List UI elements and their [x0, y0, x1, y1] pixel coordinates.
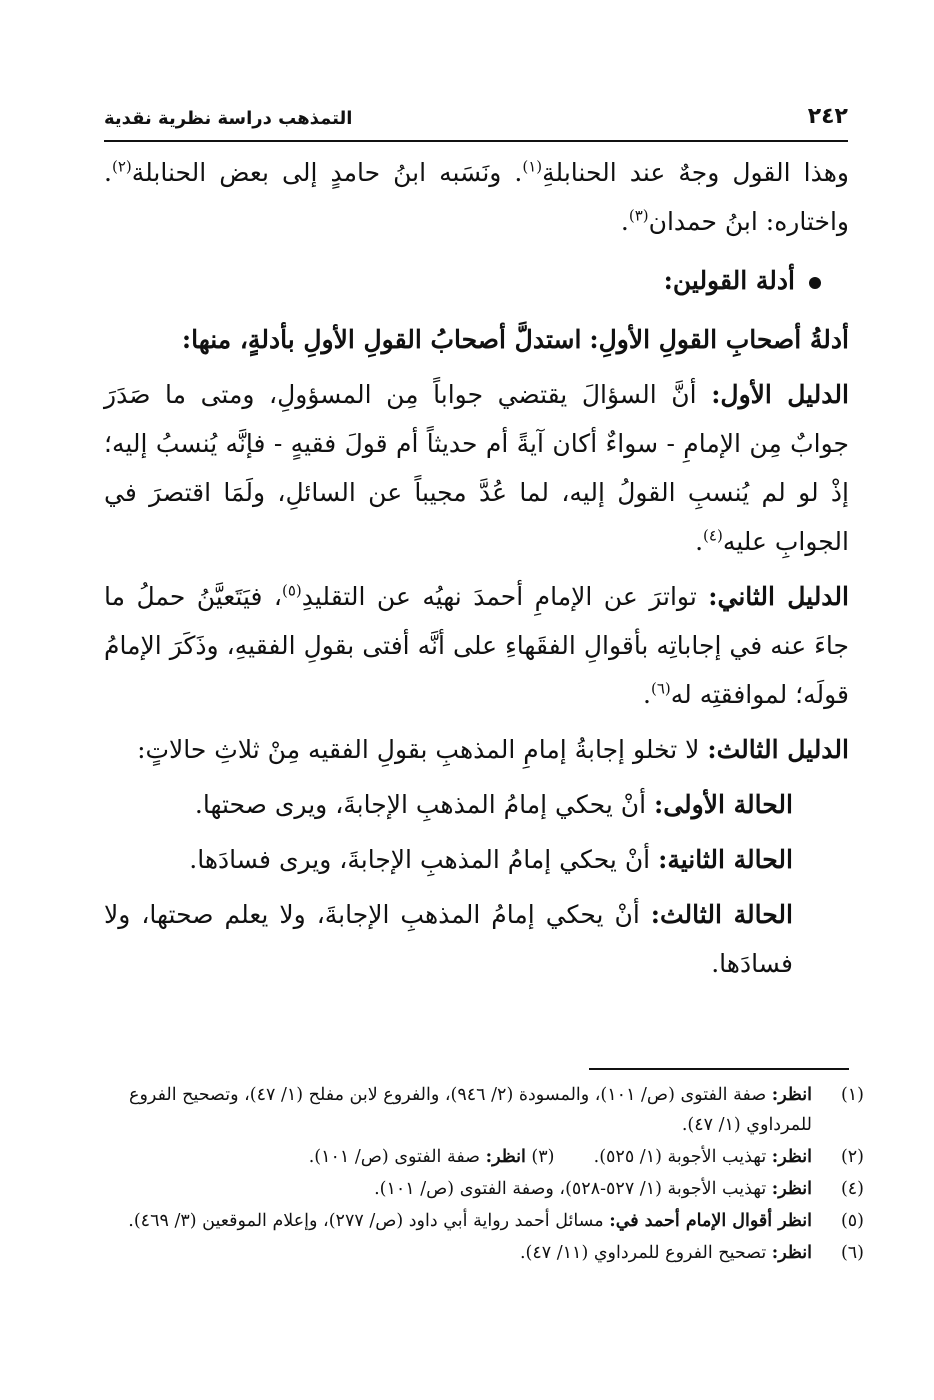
- footnotes: [104, 1080, 864, 1270]
- footnote-label: انظر:: [485, 1147, 526, 1167]
- footnote-number: (٤): [840, 1179, 864, 1199]
- footnote-text: صفة الفتوى (ص/ ١٠١)، والمسودة (٢/ ٩٤٦)، والفروع لابن مفلح (١/ ٤٧)، وتصحيح الفروع للمرداوي (١/ ٤٧).: [129, 1085, 812, 1135]
- text-segment: .: [695, 527, 704, 556]
- footnote-text: صفة الفتوى (ص/ ١٠١).: [308, 1147, 481, 1167]
- footnote-1: [104, 1080, 864, 1140]
- running-title: التمذهب دراسة نظرية نقدية: [104, 108, 353, 129]
- footnote-text: تهذيب الأجوبة (١/ ٥٢٥).: [593, 1147, 767, 1167]
- section-heading-text: أدلة القولين:: [663, 266, 795, 295]
- paragraph-case-3: [104, 890, 793, 988]
- case-3-text: أنْ يحكي إمامُ المذهبِ الإجابةَ، ولا يعلم صحتها، ولا فسادَها.: [104, 900, 793, 978]
- footnote-ref: (٦): [650, 679, 671, 698]
- text-segment: .: [620, 207, 629, 236]
- case-2-text: أنْ يحكي إمامُ المذهبِ الإجابةَ، ويرى فسادَها.: [189, 845, 651, 874]
- page-header: [104, 104, 848, 142]
- evidence-2-text: تواترَ عن الإمامِ أحمدَ نهيُه عن التقليدِ: [301, 582, 697, 611]
- text-segment: . ونَسَبه ابنُ حامدٍ إلى بعض الحنابلة: [131, 158, 523, 187]
- evidence-3-label: الدليل الثالث:: [707, 735, 849, 764]
- case-2-label: الحالة الثانية:: [658, 845, 793, 874]
- evidence-intro-text: استدلَّ أصحابُ القولِ الأولِ بأدلةٍ، منها:: [181, 325, 582, 354]
- evidence-intro-label: أدلةُ أصحابِ القولِ الأولِ:: [589, 325, 849, 354]
- footnote-number: (٦): [840, 1243, 864, 1263]
- footnote-number: (٢): [840, 1147, 864, 1167]
- bullet-icon: [809, 277, 821, 289]
- paragraph-evidence-3: [104, 725, 849, 774]
- footnote-label: انظر:: [771, 1147, 812, 1167]
- footnote-number: (٣): [531, 1147, 555, 1167]
- footnote-5: [104, 1206, 864, 1236]
- case-1-text: أنْ يحكي إمامُ المذهبِ الإجابةَ، ويرى صحتها.: [194, 790, 647, 819]
- text-segment: .: [643, 680, 651, 709]
- footnote-label: انظر:: [771, 1243, 812, 1263]
- case-3-label: الحالة الثالث:: [650, 900, 793, 929]
- footnote-ref: (٤): [703, 526, 723, 545]
- footnote-text: تصحيح الفروع للمرداوي (١١/ ٤٧).: [519, 1243, 767, 1263]
- text-segment: وهذا القول وجهٌ عند الحنابلةِ: [542, 158, 849, 187]
- paragraph-evidence-intro: [104, 315, 849, 364]
- footnote-4: [104, 1174, 864, 1204]
- text-segment: . واختاره: ابنُ حمدان: [104, 158, 849, 236]
- text-segment: ، فيَتَعيَّنُ حملُ ما جاءَ عنه في إجاباتِه بأقوالِ الفقَهاءِ على أنَّه أفتى بقولِ الفقيهِ، وذَكَرَ الإمامُ قولَه؛ لموافقتِه له: [104, 582, 849, 709]
- main-text: [104, 148, 849, 994]
- paragraph-evidence-1: [104, 370, 849, 566]
- footnote-text: تهذيب الأجوبة (١/ ٥٢٧-٥٢٨)، وصفة الفتوى (ص/ ١٠١).: [374, 1179, 767, 1199]
- footnote-6: [104, 1238, 864, 1268]
- paragraph-opinion: [104, 148, 849, 246]
- footnote-label: انظر:: [771, 1179, 812, 1199]
- case-1-label: الحالة الأولى:: [653, 790, 793, 819]
- evidence-2-label: الدليل الثاني:: [708, 582, 849, 611]
- evidence-1-text: أنَّ السؤالَ يقتضي جواباً مِن المسؤولِ، ومتى ما صَدَرَ جوابٌ مِن الإمامِ - سواءٌ أكان آيةً أم حديثاً أم قولَ فقيهٍ - فإنَّه يُنسبُ إليه؛ إذْ لو لم يُنسبِ القولُ إليه، لما عُدَّ مجيباً عن السائلِ، ولَمَا اقتصرَ في الجوابِ عليه: [104, 380, 849, 556]
- footnote-text: مسائل أحمد رواية أبي داود (ص/ ٢٧٧)، وإعلام الموقعين (٣/ ٤٦٩).: [128, 1211, 604, 1231]
- page-number: ٢٤٢: [807, 104, 848, 129]
- footnote-separator: [589, 1068, 849, 1070]
- evidence-1-label: الدليل الأول:: [711, 380, 849, 409]
- footnote-number: (٥): [840, 1211, 864, 1231]
- footnote-label: انظر:: [771, 1085, 812, 1105]
- footnote-ref: (١): [522, 157, 543, 176]
- footnote-number: (١): [840, 1085, 864, 1105]
- paragraph-case-1: [104, 780, 793, 829]
- paragraph-case-2: [104, 835, 793, 884]
- section-heading: [104, 256, 821, 305]
- footnote-ref: (٥): [281, 581, 302, 600]
- footnote-ref: (٢): [111, 157, 132, 176]
- footnote-ref: (٣): [628, 206, 649, 225]
- evidence-3-text: لا تخلو إجابةُ إمامِ المذهبِ بقولِ الفقيه مِنْ ثلاثِ حالاتٍ:: [137, 735, 700, 764]
- footnote-2-3: [104, 1142, 864, 1172]
- footnote-label: انظر أقوال الإمام أحمد في:: [609, 1211, 812, 1231]
- paragraph-evidence-2: [104, 572, 849, 719]
